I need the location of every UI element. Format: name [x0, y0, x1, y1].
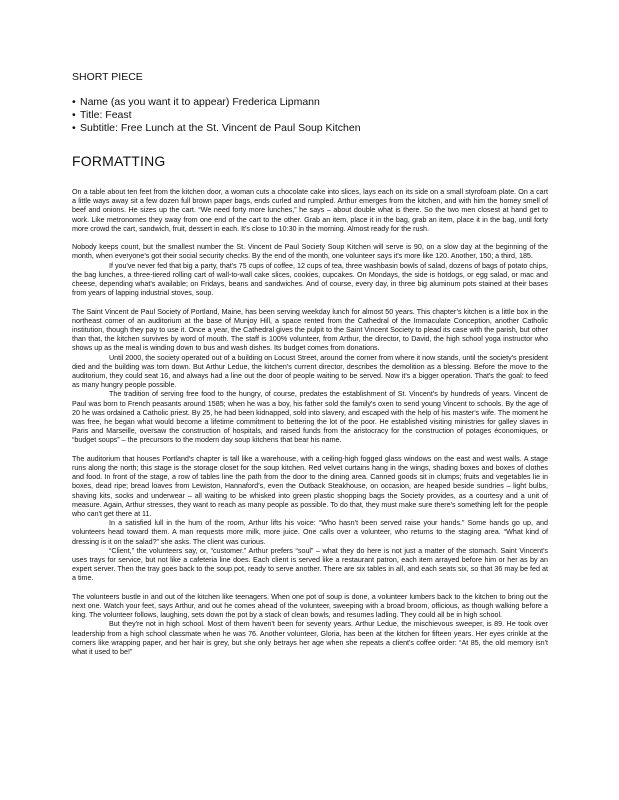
list-item [72, 109, 361, 122]
list-item [72, 96, 361, 109]
article-body [72, 188, 548, 657]
short-piece-list [72, 96, 361, 134]
paragraph: The auditorium that houses Portland's chapter is tall like a warehouse, with a ceiling-high fogged glass windows on the east and west walls. A stage runs along the north; this stage is the storage closet for the soup kitchen. Red velvet curtains hang in the wings, shading boxes and boxes of clothes and food. In front of the stage, a row of tables line the path from the door to the dining area. Canned goods sit in clumps; fruits and vegetables lie in boxes, dead ripe; bread loaves from Lewiston, Hannaford's, even the Outback Steakhouse, on occasion, are heaped beside sundries – light bulbs, shaving kits, socks and underwear – all waiting to be whisked into green plastic shopping bags the Society provides, as a courtesy and a unit of measure. Again, Arthur stresses, they want to reach as many people as possible. To do that, they must make sure there's something left for the people who can't get there at 11. [72, 454, 548, 519]
paragraph: But they're not in high school. Most of them haven't been for seventy years. Arthur Ledue, the mischievous sweeper, is 89. He took over leadership from a high school classmate when he was 76. Another volunteer, Gloria, has been at the kitchen for fifteen years. Her eyes crinkle at the corners like wrapping paper, and her hair is grey, but she only betrays her age when she repeats a client's coffee order: “At 85, the old memory isn't what it used to be!” [72, 620, 548, 657]
paragraph: The Saint Vincent de Paul Society of Portland, Maine, has been serving weekday lunch for almost 50 years. This chapter’s kitchen is a little box in the northeast corner of an auditorium at the base of Munjoy Hill, a space rented from the Cathedral of the Immaculate Conception, another Catholic institution, though they pay to use it. Once a year, the Cathedral gives the pulpit to the Saint Vincent Society to plead its case with the parish, but other than that, the kitchen survives by word of mouth. The staff is 100% volunteer, from Arthur, the director, to David, the high school yoga instructor who shows up as the meal is winding down to bus and wash dishes. Its budget comes from donations. [72, 307, 548, 353]
bullet-icon: • [72, 121, 76, 134]
list-item [72, 122, 361, 135]
paragraph: If you've never fed that big a party, that's 75 cups of coffee, 12 cups of tea, three washbasin bowls of salad, dozens of bags of potato chips, the bag lunches, a three-tiered rolling cart of wall-to-wall cake slices, cookies, cupcakes. On Mondays, the side is hotdogs, or egg salad, or mac and cheese, depending what’s available; on Fridays, beans and sandwiches. And of course, every day, in three big aluminum pots stained at their bases from years of lapping industrial stoves, soup. [72, 261, 548, 298]
title-line: Title: Feast [80, 108, 132, 121]
paragraph: The volunteers bustle in and out of the kitchen like teenagers. When one pot of soup is done, a volunteer lumbers back to the kitchen to bring out the next one. Watch your feet, says Arthur, and out he comes ahead of the volunteer, sweeping with a broad broom, officious, as though walking before a king. The volunteer follows, laughing, sets down the pot by a stack of clean bowls, and resumes ladling. They could all be in high school. [72, 592, 548, 620]
paragraph: The tradition of serving free food to the hungry, of course, predates the establishment of St. Vincent's by hundreds of years. Vincent de Paul was born to French peasants around 1585; when he was a boy, his father sold the family's oxen to send young Vincent to schools. By the age of 20 he was ordained a Catholic priest. By 25, he had been kidnapped, sold into slavery, and escaped with the help of his master's wife. The moment he was free, he began what would become a lifetime commitment to bettering the lot of the poor. He established visiting ministries for galley slaves in Paris and Marseille, oversaw the construction of hospitals, and raised funds from the aristocracy for the construction of potages économiques, or “budget soups” – the precursors to the modern day soup kitchens that bear his name. [72, 390, 548, 445]
subtitle-line: Subtitle: Free Lunch at the St. Vincent de Paul Soup Kitchen [80, 121, 361, 134]
author-name-line: Name (as you want it to appear) Frederica Lipmann [80, 96, 320, 108]
formatting-heading: FORMATTING [72, 153, 166, 169]
paragraph: “Client,” the volunteers say, or, “customer.” Arthur prefers “soul” – what they do here is not just a matter of the stomach. Saint Vincent's uses trays for service, but not like a cafeteria line does. Each client is served like a restaurant patron, each item arrayed before him or her as by an expert server. Then the tray goes back to the soup pot, ready to serve another. There are six tables in all, and each seats six, so that 36 may be fed at a time. [72, 546, 548, 583]
paragraph: Nobody keeps count, but the smallest number the St. Vincent de Paul Society Soup Kitchen will serve is 90, on a slow day at the beginning of the month, when everyone’s got their social security checks. By the end of the month, one volunteer says it's more like 120. Another, 150; a third, 185. [72, 243, 548, 261]
bullet-icon: • [72, 96, 76, 108]
paragraph: Until 2000, the society operated out of a building on Locust Street, around the corner from where it now stands, until the society's president died and the building was torn down. But Arthur Ledue, the kitchen's current director, describes the demolition as a blessing. Before the move to the auditorium, they could seat 16, and always had a line out the door of people waiting to be served. Now it’s a bigger operation. That's the goal: to feed as many hungry people possible. [72, 353, 548, 390]
short-piece-heading: SHORT PIECE [72, 71, 143, 83]
paragraph: In a satisfied lull in the hum of the room, Arthur lifts his voice: “Who hasn’t been served raise your hands.” Some hands go up, and volunteers head toward them. A man requests more milk, more juice. One calls over a volunteer, who returns to the staging area. “What kind of dressing is it on the salad?” she asks. The client was curious. [72, 519, 548, 546]
paragraph: On a table about ten feet from the kitchen door, a woman cuts a chocolate cake into slices, lays each on its side on a small styrofoam plate. On a cart a little ways away sit a few dozen full brown paper bags, ends curled and rumpled. Arthur emerges from the kitchen, and with him the homey smell of beef and onions. He sizes up the cart. “We need forty more lunches,” he says – about double what is there. So the two men closest at hand get to work. Like metronomes they sway from one end of the cart to the other. Grab an item, place it in the bag, grab an item, place it in the bag, until forty more crowd the cart, sandwich, fruit, dessert in each. It's close to 10:30 in the morning. Almost ready for the rush. [72, 188, 548, 233]
bullet-icon: • [72, 108, 76, 121]
